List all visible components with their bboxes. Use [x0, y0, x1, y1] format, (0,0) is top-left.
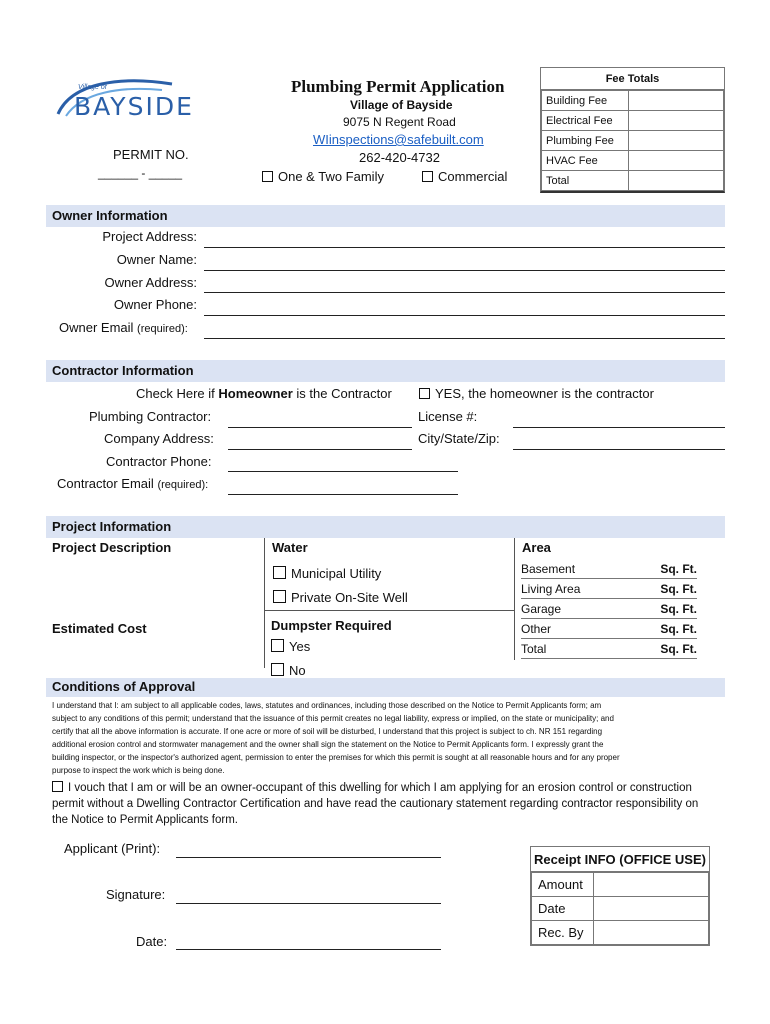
area-row [521, 642, 697, 662]
conditions-line: building inspector, or the inspector's authorized agent, permission to enter the premises for which this permit is sought at all reasonable hours and for any proper [52, 753, 620, 762]
contractor-section-header [46, 360, 725, 382]
fee-row [542, 111, 724, 131]
municipal-label: Municipal Utility [291, 566, 382, 581]
homeowner-suffix: is the Contractor [292, 386, 392, 401]
fee-label: Total [542, 171, 629, 191]
village-phone: 262-420-4732 [359, 150, 440, 165]
conditions-section-header [46, 678, 725, 697]
receipt-row [532, 897, 709, 921]
receipt-value-field[interactable] [594, 897, 709, 921]
contractor-phone-field[interactable] [228, 471, 458, 472]
vouch-statement [52, 780, 698, 828]
fee-amount-field[interactable] [629, 151, 724, 171]
fee-amount-field[interactable] [629, 131, 724, 151]
project-description-label: Project Description [52, 540, 172, 555]
contractor-email-label [57, 476, 208, 491]
owner-email-note: (required): [137, 323, 188, 335]
fee-label: Plumbing Fee [542, 131, 629, 151]
sqft-label: Sq. Ft. [660, 642, 697, 656]
signature-field[interactable] [176, 903, 441, 904]
conditions-line: additional erosion control and stormwater management and the owner shall sign the statement on the Notice to Permit Applicants form. I expressly grant the [52, 740, 604, 749]
dumpster-no-label: No [289, 663, 306, 678]
fee-label: Building Fee [542, 91, 629, 111]
area-other: Other [521, 622, 552, 636]
vouch-checkbox[interactable] [52, 781, 63, 792]
owner-section-header [46, 205, 725, 227]
area-field-line[interactable] [521, 598, 697, 599]
plumbing-contractor-label: Plumbing Contractor: [89, 409, 212, 424]
owner-name-label: Owner Name: [116, 252, 197, 267]
owner-name-field[interactable] [204, 270, 725, 271]
dumpster-no-checkbox[interactable] [271, 663, 284, 676]
license-field[interactable] [513, 427, 725, 428]
sqft-label: Sq. Ft. [660, 582, 697, 596]
water-label: Water [272, 540, 308, 555]
vouch-line-text: the Notice to Permit Applicants form. [52, 814, 238, 826]
vouch-line [52, 780, 698, 796]
area-row [521, 602, 697, 622]
receipt-label: Rec. By [532, 921, 594, 945]
sqft-label: Sq. Ft. [660, 602, 697, 616]
project-divider-left [264, 538, 265, 668]
homeowner-yes-option[interactable] [419, 386, 654, 401]
homeowner-check-label [136, 386, 392, 401]
sqft-label: Sq. Ft. [660, 562, 697, 576]
owner-email-label [59, 320, 188, 335]
receipt-value-field[interactable] [594, 921, 709, 945]
owner-email-text: Owner Email [59, 320, 134, 335]
commercial-label: Commercial [438, 169, 508, 184]
fee-row [542, 91, 724, 111]
fee-amount-field[interactable] [629, 91, 724, 111]
dumpster-yes-option[interactable] [271, 639, 310, 654]
conditions-line: purpose to inspect the work which is being done. [52, 766, 225, 775]
project-section-header [46, 516, 725, 538]
area-row [521, 582, 697, 602]
owner-phone-label: Owner Phone: [113, 297, 197, 312]
permit-number-blank: ______ - _____ [98, 166, 183, 180]
conditions-text [52, 699, 620, 777]
receipt-row [532, 921, 709, 945]
area-label: Area [522, 540, 551, 555]
area-row [521, 562, 697, 582]
owner-heading: Owner Information [52, 208, 168, 223]
homeowner-yes-label: YES, the homeowner is the contractor [435, 386, 654, 401]
owner-phone-field[interactable] [204, 315, 725, 316]
contractor-email-field[interactable] [228, 494, 458, 495]
owner-address-label: Owner Address: [104, 275, 197, 290]
fee-totals-box [540, 67, 725, 193]
logo-name: BAYSIDE [74, 92, 194, 121]
homeowner-yes-checkbox[interactable] [419, 388, 430, 399]
fee-label: Electrical Fee [542, 111, 629, 131]
area-field-line[interactable] [521, 638, 697, 639]
dumpster-yes-checkbox[interactable] [271, 639, 284, 652]
village-email[interactable]: WIinspections@safebuilt.com [313, 132, 484, 147]
village-name: Village of Bayside [350, 98, 453, 112]
receipt-label: Date [532, 897, 594, 921]
dumpster-label: Dumpster Required [271, 618, 392, 633]
private-well-checkbox[interactable] [273, 590, 286, 603]
fee-row [542, 171, 724, 191]
area-list [521, 562, 697, 662]
receipt-row [532, 873, 709, 897]
bayside-logo [52, 78, 242, 124]
option-one-two-family[interactable] [262, 169, 384, 184]
applicant-print-label: Applicant (Print): [64, 841, 161, 856]
fee-row [542, 131, 724, 151]
contractor-phone-label: Contractor Phone: [106, 454, 212, 469]
fee-label: HVAC Fee [542, 151, 629, 171]
area-field-line[interactable] [521, 618, 697, 619]
municipal-checkbox[interactable] [273, 566, 286, 579]
plumbing-contractor-field[interactable] [228, 427, 412, 428]
receipt-title: Receipt INFO (OFFICE USE) [531, 847, 709, 872]
one-two-family-label: One & Two Family [278, 169, 384, 184]
receipt-value-field[interactable] [594, 873, 709, 897]
city-state-zip-field[interactable] [513, 449, 725, 450]
vouch-line-text: I vouch that I am or will be an owner-occupant of this dwelling for which I am applying for an erosion control or construction [68, 782, 692, 794]
area-field-line[interactable] [521, 658, 697, 659]
water-municipal-option[interactable] [273, 566, 381, 581]
license-label: License #: [418, 409, 478, 424]
project-address-field[interactable] [204, 247, 725, 248]
date-field[interactable] [176, 949, 441, 950]
conditions-line: subject to any conditions of this permit; understand that the issuance of this permit creates no legal liability, express or implied, on the state or municipality; and [52, 714, 614, 723]
private-well-label: Private On-Site Well [291, 590, 408, 605]
contractor-email-text: Contractor Email [57, 476, 154, 491]
fee-amount-field[interactable] [629, 111, 724, 131]
area-field-line[interactable] [521, 578, 697, 579]
project-address-label: Project Address: [102, 229, 197, 244]
area-living: Living Area [521, 582, 581, 596]
page-title: Plumbing Permit Application [291, 77, 505, 96]
date-label: Date: [136, 934, 168, 949]
area-basement: Basement [521, 562, 576, 576]
homeowner-prefix: Check Here if [136, 386, 219, 401]
permit-label: PERMIT NO. [113, 147, 189, 162]
project-heading: Project Information [52, 519, 172, 534]
dumpster-no-option[interactable] [271, 663, 306, 678]
contractor-email-note: (required): [157, 479, 209, 491]
owner-address-field[interactable] [204, 292, 725, 293]
sqft-label: Sq. Ft. [660, 622, 697, 636]
signature-label: Signature: [106, 887, 166, 902]
fee-row [542, 151, 724, 171]
option-commercial[interactable] [422, 169, 507, 184]
village-address: 9075 N Regent Road [343, 115, 456, 129]
one-two-family-checkbox[interactable] [262, 171, 273, 182]
receipt-label: Amount [532, 873, 594, 897]
conditions-line: certify that all the above information is accurate. If one acre or more of soil will be disturbed, I understand that this project is subject to ch. NR 151 regarding [52, 727, 603, 736]
water-dumpster-divider [264, 610, 514, 611]
fee-totals-title: Fee Totals [541, 68, 724, 90]
city-state-zip-label: City/State/Zip: [418, 431, 500, 446]
company-address-label: Company Address: [104, 431, 214, 446]
conditions-heading: Conditions of Approval [52, 679, 196, 694]
dumpster-yes-label: Yes [289, 639, 311, 654]
applicant-print-field[interactable] [176, 857, 441, 858]
company-address-field[interactable] [228, 449, 412, 450]
owner-email-field[interactable] [204, 338, 725, 339]
commercial-checkbox[interactable] [422, 171, 433, 182]
homeowner-bold: Homeowner [218, 386, 293, 401]
conditions-line: I understand that I: am subject to all applicable codes, laws, statutes and ordinances, including those described on the Notice to Permit Applicants form; am [52, 701, 602, 710]
receipt-box [530, 846, 710, 946]
vouch-line-text: permit without a Dwelling Contractor Certification and have read the cautionary statement regarding contractor responsibility on [52, 798, 699, 810]
estimated-cost-label: Estimated Cost [52, 621, 147, 636]
area-total: Total [521, 642, 547, 656]
fee-amount-field[interactable] [629, 171, 724, 191]
area-garage: Garage [521, 602, 562, 616]
project-divider-right [514, 538, 515, 660]
water-private-option[interactable] [273, 590, 408, 605]
area-row [521, 622, 697, 642]
logo-small-text: Village of [78, 84, 107, 91]
contractor-heading: Contractor Information [52, 363, 194, 378]
